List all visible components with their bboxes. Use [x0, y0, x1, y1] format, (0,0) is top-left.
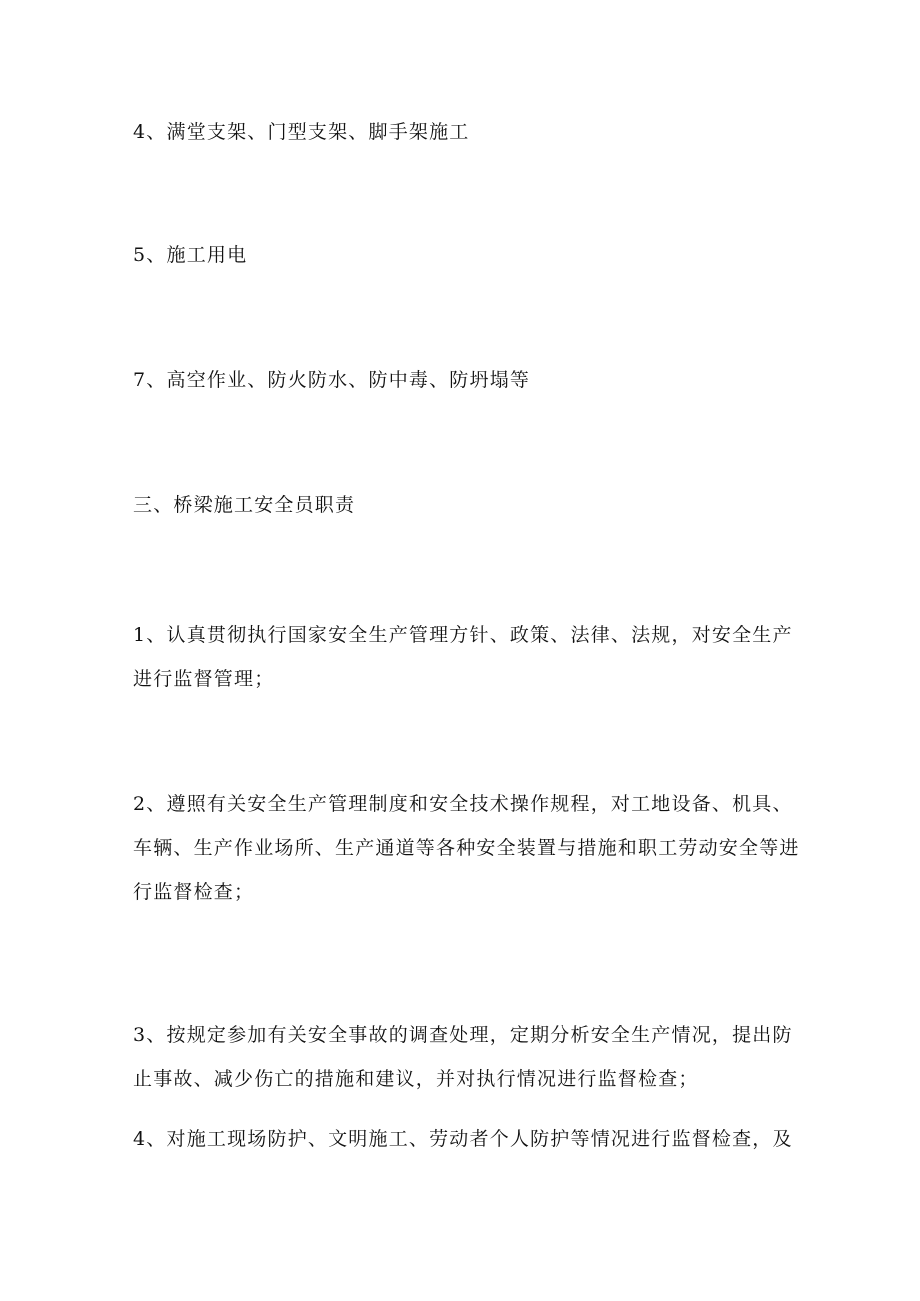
duty-item-4 — [133, 1117, 803, 1161]
duty-item-2 — [133, 782, 803, 914]
text-line: 车辆、生产作业场所、生产通道等各种安全装置与措施和职工劳动安全等进 — [133, 837, 800, 859]
text-line: 进行监督管理； — [133, 668, 275, 690]
list-item-construction-electricity — [133, 233, 803, 277]
list-item-high-altitude-work — [133, 358, 803, 402]
text-line: 1、认真贯彻执行国家安全生产管理方针、政策、法律、法规，对安全生产 — [133, 624, 793, 646]
section-heading-safety-officer-duties — [133, 483, 803, 527]
text-line: 7、高空作业、防火防水、防中毒、防坍塌等 — [133, 369, 531, 391]
text-line: 2、遵照有关安全生产管理制度和安全技术操作规程，对工地设备、机具、 — [133, 793, 793, 815]
list-item-scaffold-construction — [133, 110, 803, 154]
duty-item-1 — [133, 613, 803, 701]
text-line: 5、施工用电 — [133, 244, 248, 266]
text-line: 3、按规定参加有关安全事故的调查处理，定期分析安全生产情况，提出防 — [133, 1024, 793, 1046]
text-line: 4、满堂支架、门型支架、脚手架施工 — [133, 121, 470, 143]
text-line: 行监督检查； — [133, 881, 255, 903]
duty-item-3 — [133, 1013, 803, 1101]
text-line: 4、对施工现场防护、文明施工、劳动者个人防护等情况进行监督检查，及 — [133, 1128, 793, 1150]
text-line: 三、桥梁施工安全员职责 — [133, 494, 356, 516]
text-line: 止事故、减少伤亡的措施和建议，并对执行情况进行监督检查； — [133, 1068, 699, 1090]
